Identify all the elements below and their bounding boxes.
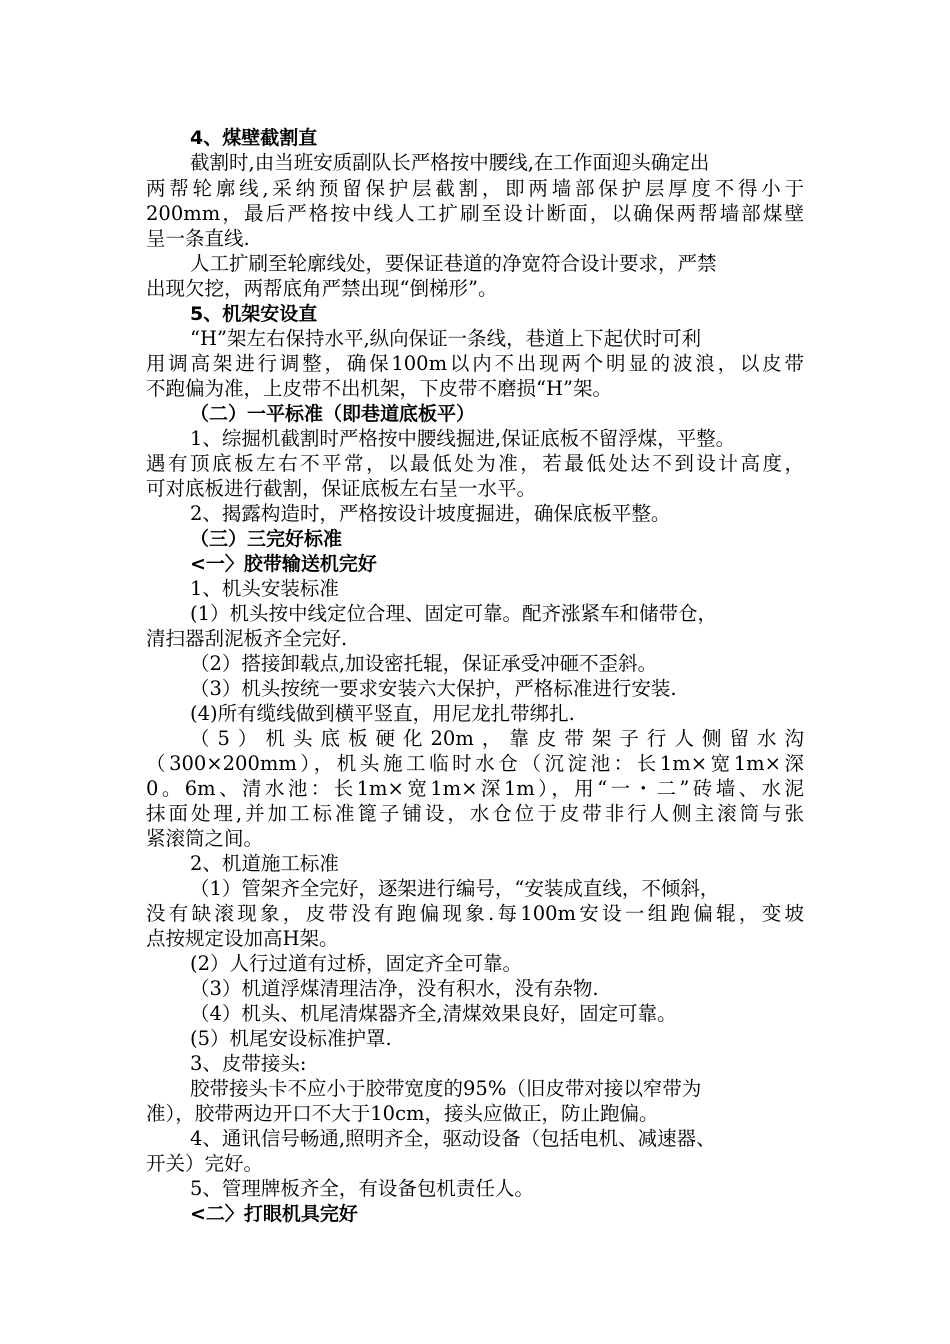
paragraph-line: 没有缺滚现象，皮带没有跑偏现象.每100m安设一组跑偏辊，变坡: [146, 902, 804, 925]
paragraph-line: 遇有顶底板左右不平常，以最低处为准，若最低处达不到设计高度，: [146, 452, 804, 475]
paragraph-line: 1、综掘机截割时严格按中腰线掘进,保证底板不留浮煤，平整。: [190, 427, 736, 450]
paragraph-line: “H”架左右保持水平,纵向保证一条线，巷道上下起伏时可利: [190, 327, 702, 350]
paragraph-line: 可对底板进行截割，保证底板左右呈一水平。: [146, 477, 537, 500]
section-heading: 4、煤壁截割直: [190, 127, 318, 149]
paragraph-line: （3）机头按统一要求安装六大保护，严格标准进行安装.: [190, 677, 677, 700]
subsection-heading: <二〉打眼机具完好: [190, 1203, 358, 1225]
paragraph-line: （5）机头底板硬化20m，靠皮带架子行人侧留水沟: [190, 727, 804, 750]
paragraph-line: 准），胶带两边开口不大于10cm，接头应做正，防止跑偏。: [146, 1102, 659, 1125]
section-heading: （三）三完好标准: [190, 528, 343, 550]
paragraph-line: （4）机头、机尾清煤器齐全,清煤效果良好，固定可靠。: [190, 1002, 677, 1025]
paragraph-line: 清扫器刮泥板齐全完好.: [146, 627, 348, 650]
paragraph-line: 0。6m、清水池：长1m×宽1m×深1m），用“一・二”砖墙、水泥: [146, 777, 804, 800]
paragraph-line: 2、揭露构造时，严格按设计坡度掘进，确保底板平整。: [190, 502, 671, 525]
paragraph-line: (5）机尾安设标准护罩.: [190, 1027, 392, 1050]
paragraph-line: （3）机道浮煤清理洁净，没有积水，没有杂物.: [190, 977, 599, 1000]
paragraph-line: 200mm，最后严格按中线人工扩刷至设计断面，以确保两帮墙部煤壁: [146, 202, 804, 225]
paragraph-line: 5、管理牌板齐全，有设备包机责任人。: [190, 1177, 534, 1200]
paragraph-line: 用调高架进行调整，确保100m以内不出现两个明显的波浪，以皮带: [146, 352, 804, 375]
item-title: 3、皮带接头:: [190, 1052, 307, 1075]
paragraph-line: 4、通讯信号畅通,照明齐全，驱动设备（包括电机、减速器、: [190, 1127, 716, 1150]
paragraph-line: （300×200mm），机头施工临时水仓（沉淀池：长1m×宽1m×深: [146, 752, 804, 775]
paragraph-line: 呈一条直线.: [146, 227, 250, 250]
paragraph-line: 点按规定设加高H架。: [146, 927, 339, 950]
item-title: 2、机道施工标准: [190, 852, 339, 875]
paragraph-line: 紧滚筒之间。: [146, 827, 264, 850]
paragraph-line: 开关）完好。: [146, 1152, 264, 1175]
paragraph-line: 出现欠挖，两帮底角严禁出现“倒梯形”。: [146, 277, 498, 300]
paragraph-line: 胶带接头卡不应小于胶带宽度的95%（旧皮带对接以窄带为: [190, 1077, 702, 1100]
paragraph-line: 截割时,由当班安质副队长严格按中腰线,在工作面迎头确定出: [190, 151, 710, 174]
paragraph-line: 不跑偏为准，上皮带不出机架，下皮带不磨损“H”架。: [146, 377, 612, 400]
paragraph-line: （2）搭接卸载点,加设密托辊，保证承受冲砸不歪斜。: [190, 652, 658, 675]
paragraph-line: (4)所有缆线做到横平竖直，用尼龙扎带绑扎.: [190, 702, 575, 725]
paragraph-line: 两帮轮廓线,采纳预留保护层截割，即两墙部保护层厚度不得小于: [146, 177, 804, 200]
paragraph-line: 人工扩刷至轮廓线处，要保证巷道的净宽符合设计要求，严禁: [190, 252, 717, 275]
subsection-heading: <一〉胶带输送机完好: [190, 553, 377, 575]
section-heading: （二）一平标准（即巷道底板平）: [190, 403, 476, 425]
item-title: 1、机头安装标准: [190, 577, 339, 600]
paragraph-line: （1）管架齐全完好，逐架进行编号，“安装成直线，不倾斜，: [190, 877, 720, 900]
paragraph-line: (1）机头按中线定位合理、固定可靠。配齐涨紧车和储带仓，: [190, 602, 718, 625]
section-heading: 5、机架安设直: [190, 303, 318, 325]
paragraph-line: 抹面处理,并加工标准篦子铺设，水仓位于皮带非行人侧主滚筒与张: [146, 802, 804, 825]
paragraph-line: (2）人行过道有过桥，固定齐全可靠。: [190, 952, 523, 975]
